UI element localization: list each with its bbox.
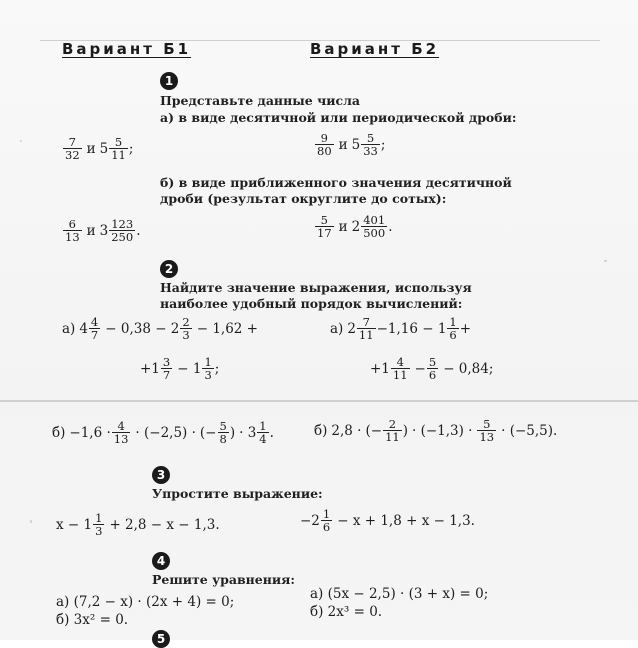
task-2-title-line2: наиболее удобный порядок вычислений:	[160, 296, 463, 311]
task-2-number: 2	[160, 260, 178, 278]
task-4a-b2-equation: а) (5x − 2,5) · (3 + x) = 0;	[310, 586, 489, 602]
task-2a-b2-line2: +1 $\frac{4}{11}$ − $\frac{5}{6}$ − 0,84;	[370, 355, 494, 382]
task-5-number: 5	[152, 630, 170, 648]
task-4b-b1-equation: б) 3x² = 0.	[56, 612, 129, 628]
task-1b-b2-numbers: $\frac{5}{17}$ и 2 $\frac{401}{500}$ .	[317, 213, 393, 240]
task-2b-b1: б) −1,6 · $\frac{4}{13}$ · (−2,5) · (− $\frac{5}{8}$ ) · 3 $\frac{1}{4}$ .	[52, 419, 274, 446]
task-3-title: Упростите выражение:	[152, 486, 323, 501]
scan-speck	[20, 140, 22, 142]
task-1-part-a: а) в виде десятичной или периодической дроби:	[160, 110, 517, 125]
task-3-number: 3	[152, 466, 170, 484]
task-4-number: 4	[152, 552, 170, 570]
scan-speck	[30, 520, 32, 523]
task-4b-b2-equation: б) 2x³ = 0.	[310, 604, 383, 620]
task-1-number: 1	[160, 72, 178, 90]
task-2b-b2: б) 2,8 · (− $\frac{2}{11}$ ) · (−1,3) · $\frac{5}{13}$ · (−5,5).	[314, 417, 558, 444]
task-4a-b1-equation: а) (7,2 − x) · (2x + 4) = 0;	[56, 594, 235, 610]
task-3-b2-expression: −2 $\frac{1}{6}$ − x + 1,8 + x − 1,3.	[300, 507, 475, 534]
task-3-b1-expression: x − 1 $\frac{1}{3}$ + 2,8 − x − 1,3.	[56, 511, 220, 538]
task-1-part-b-line2: дроби (результат округлите до сотых):	[160, 191, 447, 206]
task-4-title: Решите уравнения:	[152, 572, 296, 587]
scan-speck	[604, 260, 607, 262]
page-fold-line	[0, 400, 638, 402]
task-1-part-b-line1: б) в виде приближенного значения десятичной	[160, 175, 512, 190]
task-2-title-line1: Найдите значение выражения, используя	[160, 280, 472, 295]
task-1a-b2-numbers: $\frac{9}{80}$ и 5 $\frac{5}{33}$ ;	[317, 131, 386, 158]
task-1a-b1-numbers: $\frac{7}{32}$ и 5 $\frac{5}{11}$ ;	[65, 135, 134, 162]
task-1-title: Представьте данные числа	[160, 93, 361, 108]
task-2a-b1-line2: +1 $\frac{3}{7}$ − 1 $\frac{1}{3}$ ;	[140, 355, 220, 382]
task-2a-b1-line1: а) 4 $\frac{4}{7}$ − 0,38 − 2 $\frac{2}{3}$ − 1,62 +	[62, 315, 258, 342]
task-2a-b2-line1: а) 2 $\frac{7}{11}$ −1,16 − 1 $\frac{1}{6}$ +	[330, 315, 472, 342]
variant-b1-title: Вариант Б1	[62, 40, 192, 58]
variant-b2-title: Вариант Б2	[310, 40, 440, 58]
task-1b-b1-numbers: $\frac{6}{13}$ и 3 $\frac{123}{250}$ .	[65, 217, 141, 244]
